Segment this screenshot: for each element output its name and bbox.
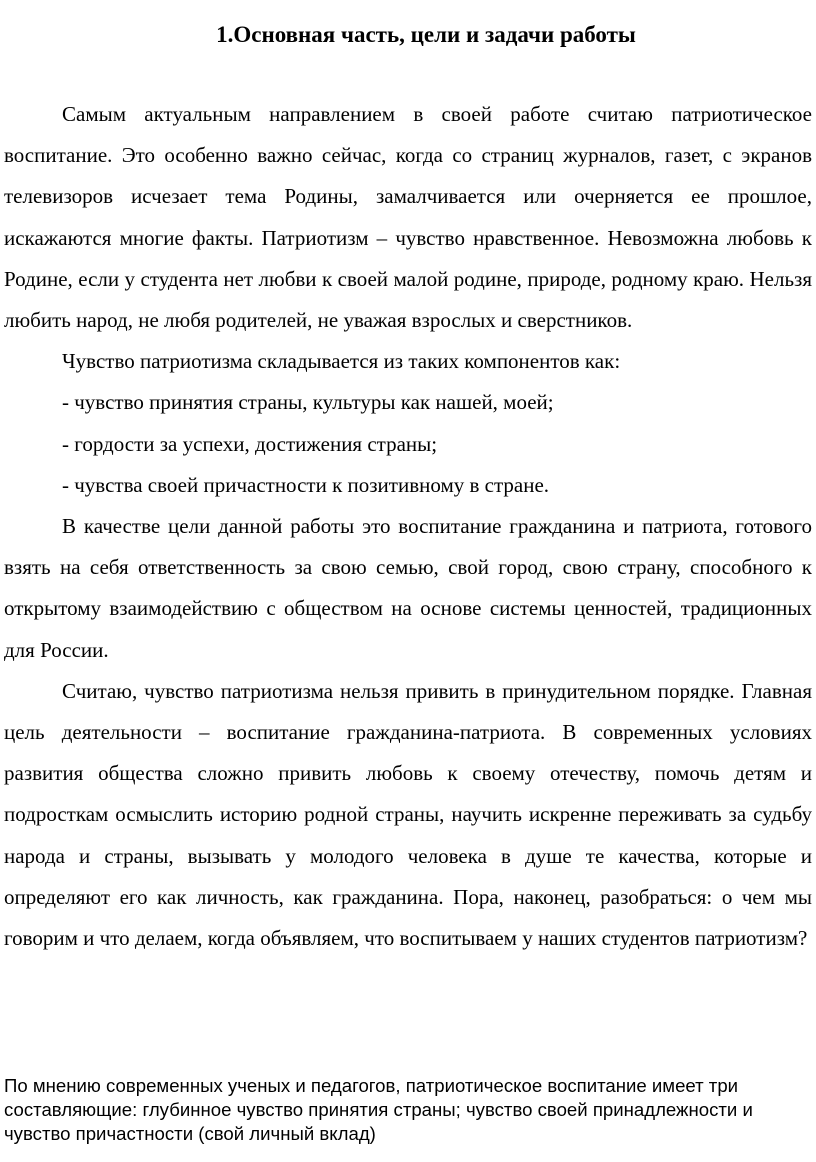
paragraph-goal: В качестве цели данной работы это воспитание гражданина и патриота, готового взять на себя ответственность за свою семью, свой город, свою страну, способного к открытому взаимодействию с обществом на основе системы ценностей, традиционных для России. [4, 514, 812, 662]
list-item-acceptance: - чувство принятия страны, культуры как нашей, моей; [62, 390, 554, 415]
section-title: 1.Основная часть, цели и задачи работы [216, 22, 636, 48]
list-item-involvement: - чувства своей причастности к позитивному в стране. [62, 472, 550, 497]
footer-paragraph: По мнению современных ученых и педагогов, патриотическое воспитание имеет три составляющие: глубинное чувство принятия страны; чувство своей принадлежности и чувство причастности (свой личный вклад) [4, 1075, 753, 1144]
footer-note [4, 1074, 812, 1146]
paragraph-intro: Самым актуальным направлением в своей работе считаю патриотическое воспитание. Это особенно важно сейчас, когда со страниц журналов, газет, с экранов телевизоров исчезает тема Родины, замалчивается или очерняется ее прошлое, искажаются многие факты. Патриотизм – чувство нравственное. Невозможна любовь к Родине, если у студента нет любви к своей малой родине, природе, родному краю. Нельзя любить народ, не любя родителей, не уважая взрослых и сверстников. [4, 102, 812, 333]
paragraph-components-lead: Чувство патриотизма складывается из таких компонентов как: [62, 349, 621, 374]
document-body [4, 94, 812, 959]
paragraph-main-aim: Считаю, чувство патриотизма нельзя привить в принудительном порядке. Главная цель деятельности – воспитание гражданина-патриота. В современных условиях развития общества сложно привить любовь к своему отечеству, помочь детям и подросткам осмыслить историю родной страны, научить искренне переживать за судьбу народа и страны, вызывать у молодого человека в душе те качества, которые и определяют его как личность, как гражданина. Пора, наконец, разобраться: о чем мы говорим и что делаем, когда объявляем, что воспитываем у наших студентов патриотизм? [4, 678, 812, 951]
list-item-pride: - гордости за успехи, достижения страны; [62, 431, 438, 456]
